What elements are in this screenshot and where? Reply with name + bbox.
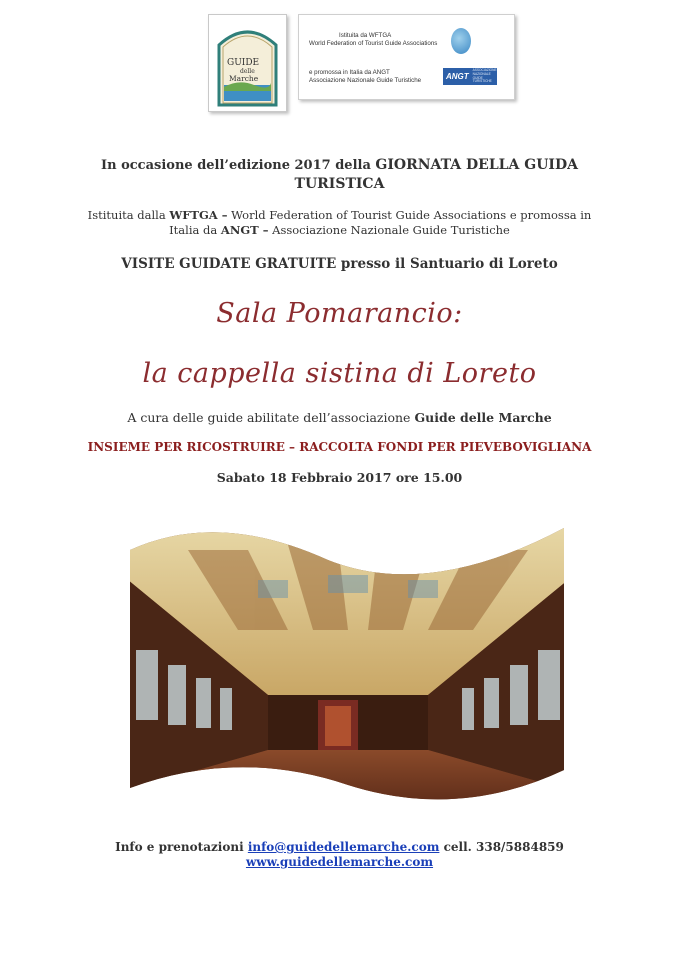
title-sala-pomarancio: Sala Pomarancio:	[216, 298, 463, 329]
fundraiser-line: INSIEME PER RICOSTRUIRE – RACCOLTA FONDI PER PIEVEBOVIGLIANA	[87, 440, 592, 454]
globe-icon	[451, 28, 471, 54]
hall-photo	[128, 520, 568, 814]
curated-by: A cura delle guide abilitate dell’associazione Guide delle Marche	[127, 410, 552, 425]
event-name-line2: TURISTICA	[294, 176, 385, 192]
wftga-label: WFTGA –	[169, 208, 228, 222]
org-name: Guide delle Marche	[414, 410, 552, 425]
logo-text-guide: GUIDE	[227, 58, 260, 68]
website-line	[0, 855, 679, 869]
contact-line	[0, 840, 679, 854]
angt-inline-label: ANGT –	[220, 223, 269, 237]
angt-sub: ASSOCIAZIONE NAZIONALE GUIDE TURISTICHE	[472, 68, 497, 84]
intro-prefix: In occasione dell’edizione 2017 della	[101, 158, 376, 173]
logo-text-delle: delle	[240, 68, 255, 75]
website-link[interactable]: www.guidedellemarche.com	[245, 855, 434, 869]
wftga-angt-logo	[298, 14, 515, 100]
phone-number: cell. 338/5884859	[439, 840, 564, 854]
logo-text-marche: Marche	[229, 74, 259, 83]
title-cappella-sistina: la cappella sistina di Loreto	[142, 358, 537, 389]
visits-heading: VISITE GUIDATE GRATUITE presso il Santuario di Loreto	[121, 256, 558, 272]
email-link[interactable]: info@guidedellemarche.com	[247, 840, 440, 854]
event-headline	[0, 156, 679, 194]
contact-label: Info e prenotazioni	[115, 840, 248, 854]
wf-line1: Istituita da WFTGA	[339, 32, 392, 39]
institution-text: Istituita dalla WFTGA – World Federation of Tourist Guide Associations e promossa in Italia da ANGT – Associazione Nazionale Guide Turistiche	[87, 208, 592, 237]
wf-line3: e promossa in Italia da ANGT	[309, 69, 390, 76]
angt-badge	[443, 68, 497, 85]
event-name: GIORNATA DELLA GUIDA	[375, 157, 578, 173]
angt-label: ANGT	[446, 71, 469, 81]
wf-line4: Associazione Nazionale Guide Turistiche	[309, 77, 422, 84]
guide-delle-marche-logo	[208, 14, 287, 112]
event-date: Sabato 18 Febbraio 2017 ore 15.00	[216, 470, 463, 485]
wf-line2: World Federation of Tourist Guide Associations	[309, 40, 438, 47]
